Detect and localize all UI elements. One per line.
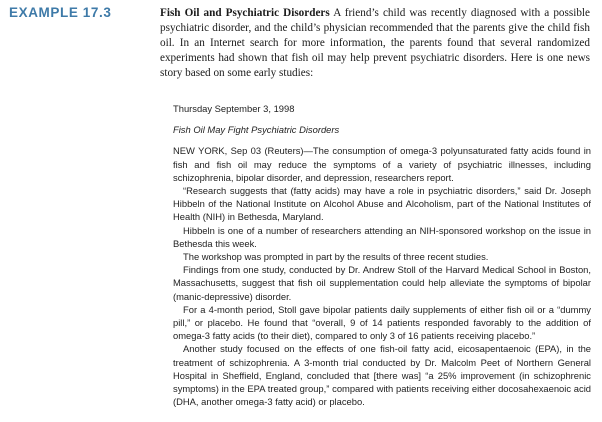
example-intro (160, 6, 590, 81)
example-intro-text: A friend’s child was recently diagnosed with a possible psychiatric disorder, and the child’s physician recommended that the parents give the child fish oil. In an Internet search for more information, the parents found that several randomized experiments had shown that fish oil may help prevent psychiatric disorders. Here is one news story based on some early studies: (160, 7, 590, 79)
news-headline: Fish Oil May Fight Psychiatric Disorders (173, 124, 340, 136)
news-paragraph: Hibbeln is one of a number of researchers attending an NIH-sponsored workshop on the issue in Bethesda this week. (173, 224, 591, 249)
news-paragraph: NEW YORK, Sep 03 (Reuters)—The consumption of omega-3 polyunsaturated fatty acids found in fish and fish oil may reduce the symptoms of a variety of psychiatric illnesses, including schizophrenia, bipolar disorder, and depression, researchers report. (173, 145, 591, 183)
news-paragraph: For a 4-month period, Stoll gave bipolar patients daily supplements of either fish oil or a “dummy pill,” or placebo. He found that “overall, 9 of 14 patients responded favorably to the addition of omega-3 fatty acids (to their diet), compared to only 3 of 16 patients receiving placebo.” (173, 303, 591, 342)
news-paragraph: “Research suggests that (fatty acids) may have a role in psychiatric disorders,” said Dr. Joseph Hibbeln of the National Institute on Alcohol Abuse and Alcoholism, part of the National Institutes of Health (NIH) in Bethesda, Maryland. (173, 185, 591, 223)
news-story (173, 102, 591, 408)
news-date: Thursday September 3, 1998 (173, 103, 295, 114)
news-paragraph: Another study focused on the effects of one fish-oil fatty acid, eicosapentaenoic (EPA), in the treatment of schizophrenia. A 3-month trial conducted by Dr. Malcolm Peet of Northern General Hospital in Sheffield, England, concluded that [there was] “a 25% improvement (in schizophrenic symptoms) in the EPA treated group,” compared with patients receiving either docosahexaenoic acid (DHA, another omega-3 fatty acid) or placebo. (173, 343, 591, 408)
news-paragraph: Findings from one study, conducted by Dr. Andrew Stoll of the Harvard Medical School in Boston, Massachusetts, suggest that fish oil supplementation could help alleviate the symptoms of bipolar (manic-depressive) disorder. (173, 264, 591, 302)
example-title: Fish Oil and Psychiatric Disorders (160, 7, 330, 19)
news-paragraph: The workshop was prompted in part by the results of three recent studies. (183, 251, 489, 263)
example-label: EXAMPLE 17.3 (9, 5, 112, 20)
